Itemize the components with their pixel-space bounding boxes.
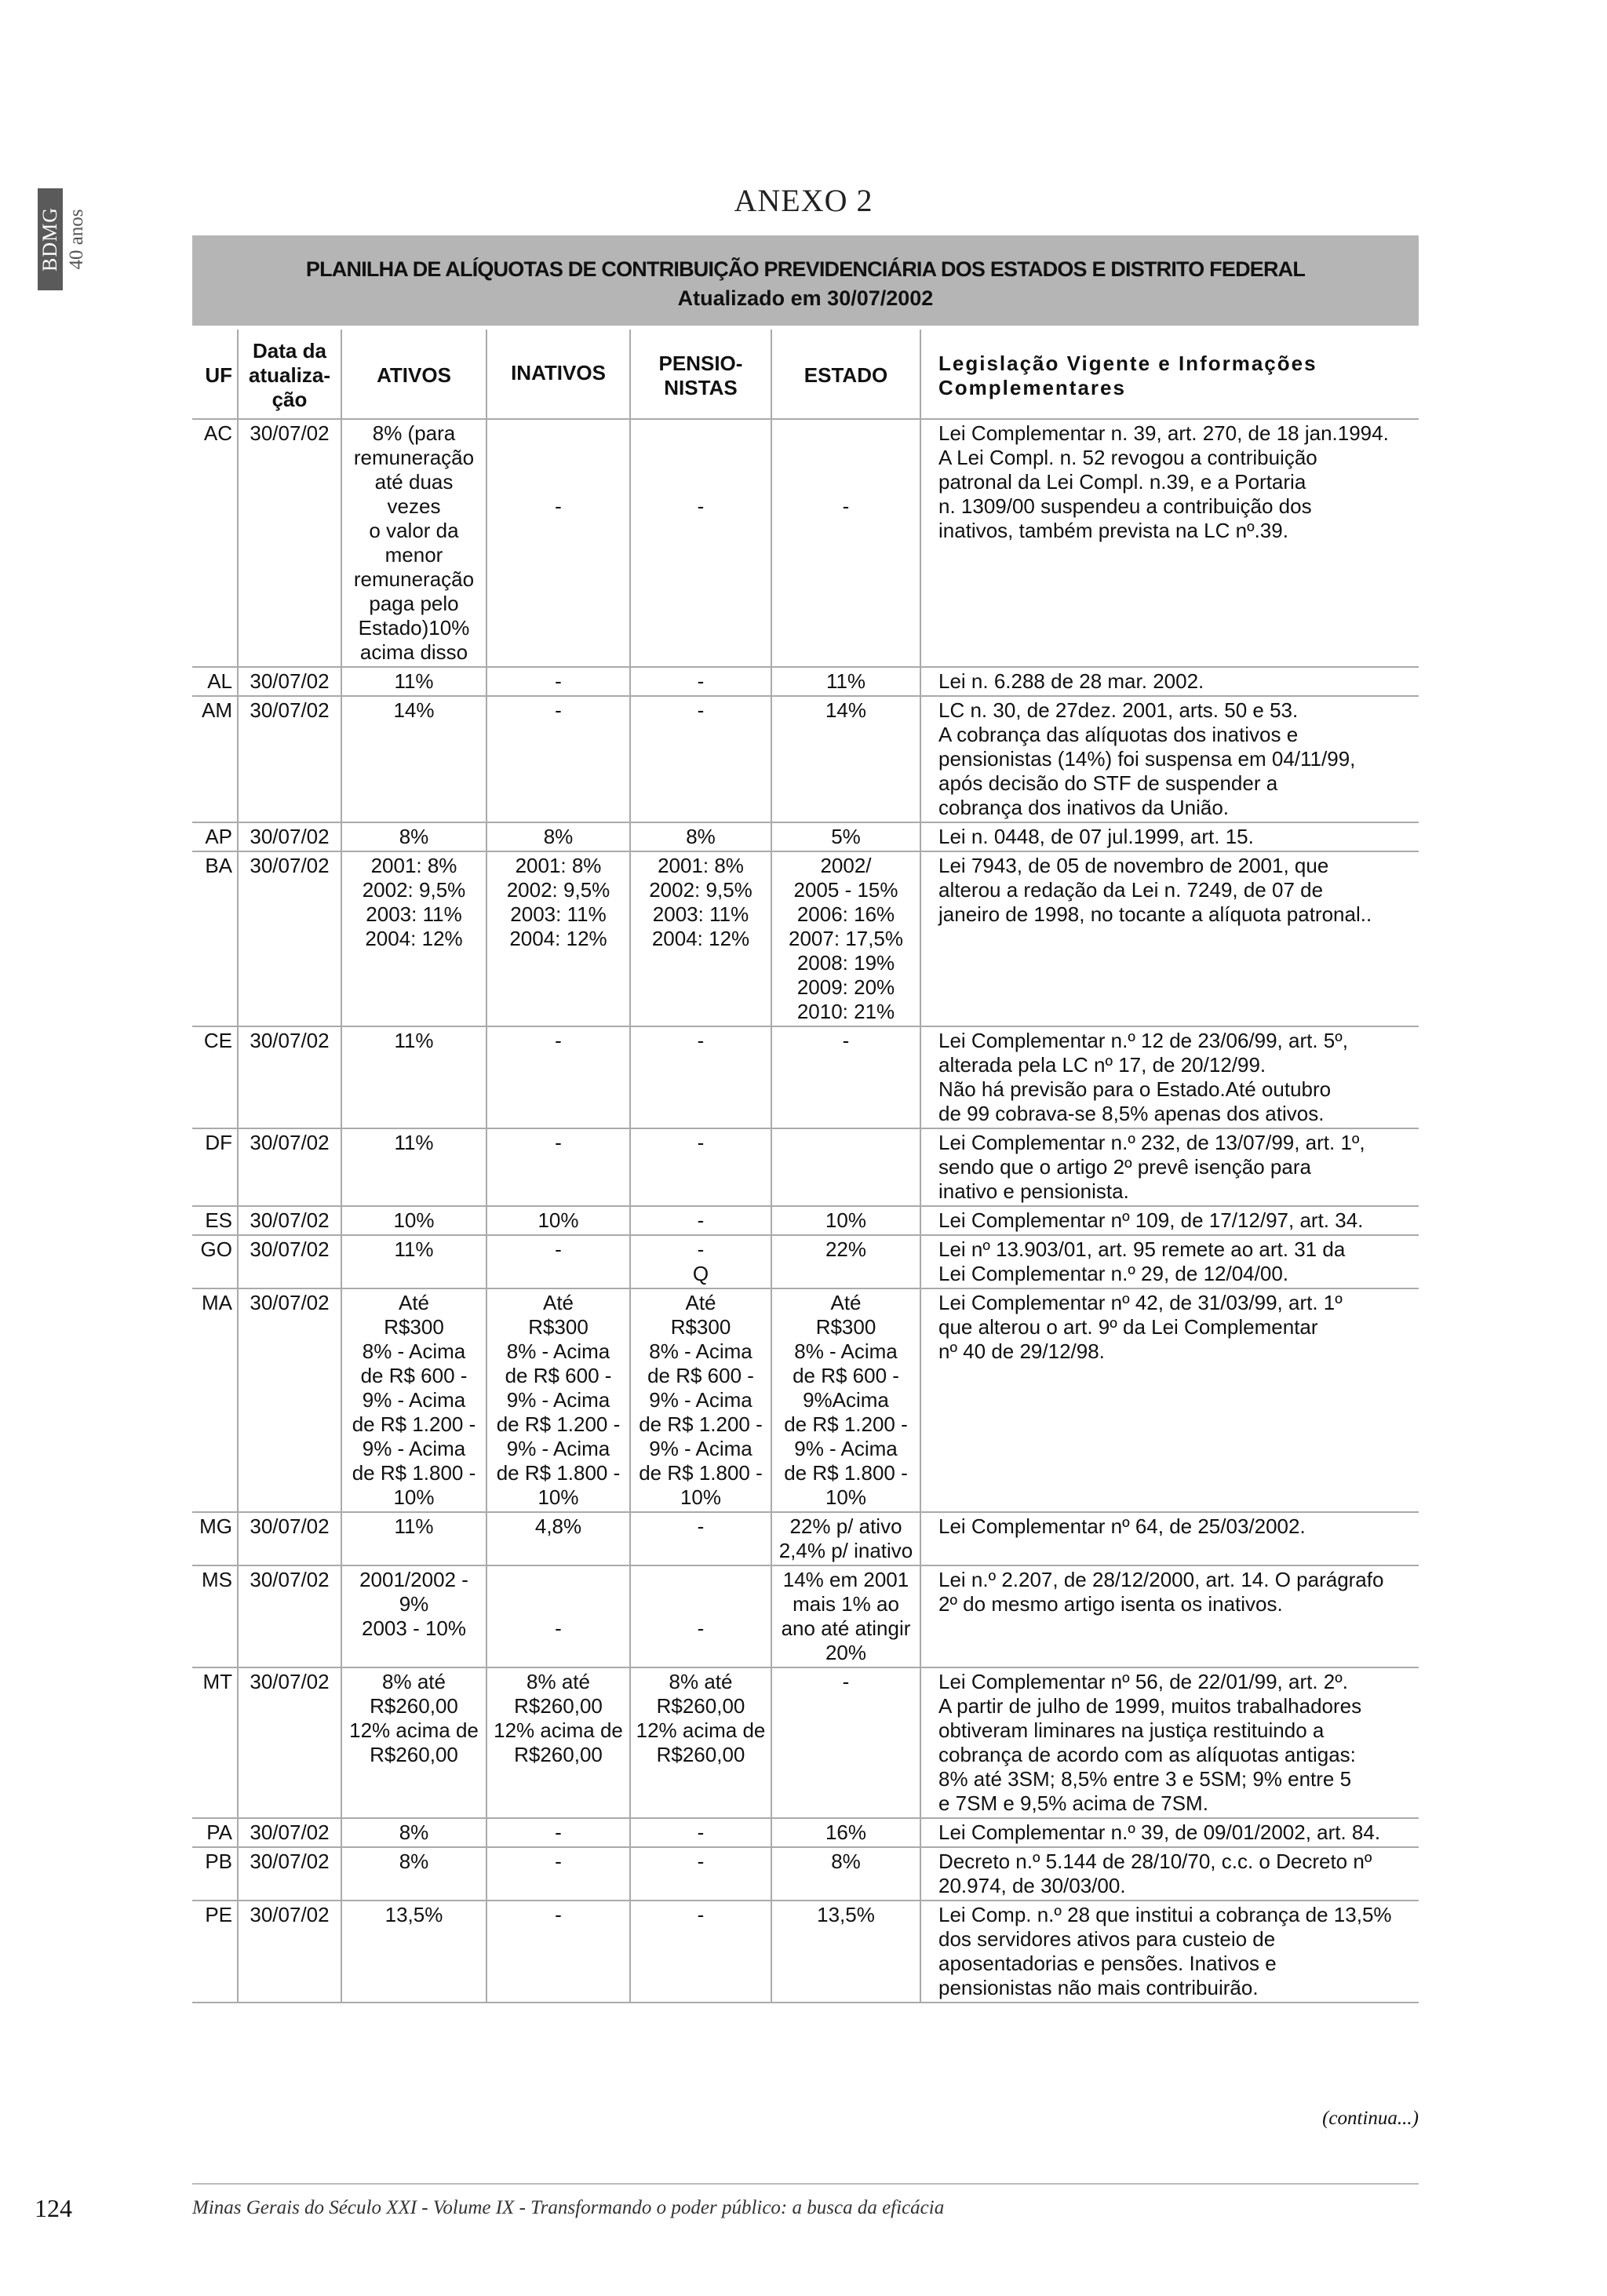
table-banner — [192, 235, 1419, 326]
row-estado: 8% — [771, 1847, 920, 1901]
row-uf: CE — [192, 1026, 238, 1128]
row-date: 30/07/02 — [238, 851, 341, 1026]
row-pensionistas: - — [630, 1026, 771, 1128]
row-date: 30/07/02 — [238, 1847, 341, 1901]
row-uf: PA — [192, 1818, 238, 1847]
row-date: 30/07/02 — [238, 667, 341, 696]
row-legislacao: LC n. 30, de 27dez. 2001, arts. 50 e 53. A cobrança das alíquotas dos inativos e pensionistas (14%) foi suspensa em 04/11/99, após decisão do STF de suspender a cobrança dos inativos da União. — [920, 696, 1419, 822]
row-inativos: - — [486, 696, 630, 822]
row-date: 30/07/02 — [238, 1565, 341, 1667]
row-estado: 16% — [771, 1818, 920, 1847]
row-uf: GO — [192, 1235, 238, 1288]
row-date: 30/07/02 — [238, 1206, 341, 1235]
row-legislacao: Lei Complementar n.º 232, de 13/07/99, art. 1º, sendo que o artigo 2º prevê isenção para inativo e pensionista. — [920, 1128, 1419, 1206]
row-pensionistas: - Q — [630, 1235, 771, 1288]
row-inativos: - — [486, 1235, 630, 1288]
row-inativos: Até R$300 8% - Acima de R$ 600 - 9% - Acima de R$ 1.200 - 9% - Acima de R$ 1.800 - 10% — [486, 1288, 630, 1512]
row-estado — [771, 1128, 920, 1206]
row-pensionistas: - — [630, 1565, 771, 1667]
row-ativos: 8% (para remuneração até duas vezes o valor da menor remuneração paga pelo Estado)10% acima disso — [341, 419, 486, 667]
footer-rule — [192, 2183, 1419, 2185]
row-inativos: 2001: 8% 2002: 9,5% 2003: 11% 2004: 12% — [486, 851, 630, 1026]
row-estado: 22% — [771, 1235, 920, 1288]
row-estado: 14% em 2001 mais 1% ao ano até atingir 20% — [771, 1565, 920, 1667]
row-estado: 14% — [771, 696, 920, 822]
row-pensionistas: Até R$300 8% - Acima de R$ 600 - 9% - Acima de R$ 1.200 - 9% - Acima de R$ 1.800 - 10% — [630, 1288, 771, 1512]
row-inativos: 8% — [486, 822, 630, 851]
row-date: 30/07/02 — [238, 1128, 341, 1206]
row-estado: 11% — [771, 667, 920, 696]
table-row — [192, 1512, 1419, 1565]
row-inativos: - — [486, 419, 630, 667]
table-row — [192, 1235, 1419, 1288]
row-ativos: 11% — [341, 1235, 486, 1288]
row-pensionistas: 2001: 8% 2002: 9,5% 2003: 11% 2004: 12% — [630, 851, 771, 1026]
table-row — [192, 1206, 1419, 1235]
row-legislacao: Lei Complementar nº 109, de 17/12/97, art. 34. — [920, 1206, 1419, 1235]
row-inativos: 8% até R$260,00 12% acima de R$260,00 — [486, 1667, 630, 1818]
row-legislacao: Lei n. 6.288 de 28 mar. 2002. — [920, 667, 1419, 696]
header-date: Data da atualiza- ção — [238, 330, 341, 419]
row-date: 30/07/02 — [238, 1288, 341, 1512]
row-uf: MS — [192, 1565, 238, 1667]
row-legislacao: Lei Complementar n.º 12 de 23/06/99, art. 5º, alterada pela LC nº 17, de 20/12/99. Não há previsão para o Estado.Até outubro de 99 cobrava-se 8,5% apenas dos ativos. — [920, 1026, 1419, 1128]
table-row — [192, 419, 1419, 667]
row-inativos: 10% — [486, 1206, 630, 1235]
row-inativos: - — [486, 1565, 630, 1667]
table-row — [192, 1847, 1419, 1901]
table-row — [192, 667, 1419, 696]
row-inativos: - — [486, 1026, 630, 1128]
row-uf: DF — [192, 1128, 238, 1206]
row-estado: - — [771, 419, 920, 667]
row-ativos: 13,5% — [341, 1901, 486, 2003]
table-row — [192, 1128, 1419, 1206]
rates-table — [192, 330, 1419, 2003]
row-ativos: 8% — [341, 1847, 486, 1901]
row-uf: MT — [192, 1667, 238, 1818]
row-pensionistas: - — [630, 1847, 771, 1901]
row-inativos: - — [486, 1901, 630, 2003]
annex-title: ANEXO 2 — [734, 183, 873, 218]
row-estado: - — [771, 1026, 920, 1128]
row-pensionistas: - — [630, 696, 771, 822]
row-pensionistas: - — [630, 1512, 771, 1565]
row-date: 30/07/02 — [238, 1026, 341, 1128]
row-ativos: 2001/2002 - 9% 2003 - 10% — [341, 1565, 486, 1667]
row-pensionistas: - — [630, 1206, 771, 1235]
header-pensionistas: PENSIO- NISTAS — [630, 330, 771, 419]
table-row — [192, 1667, 1419, 1818]
row-legislacao: Lei Complementar n. 39, art. 270, de 18 jan.1994. A Lei Compl. n. 52 revogou a contribuição patronal da Lei Compl. n.39, e a Portaria n. 1309/00 suspendeu a contribuição dos inativos, também prevista na LC nº.39. — [920, 419, 1419, 667]
row-date: 30/07/02 — [238, 1512, 341, 1565]
table-row — [192, 822, 1419, 851]
row-uf: AC — [192, 419, 238, 667]
row-date: 30/07/02 — [238, 1818, 341, 1847]
banner-title: PLANILHA DE ALÍQUOTAS DE CONTRIBUIÇÃO PREVIDENCIÁRIA DOS ESTADOS E DISTRITO FEDERAL — [305, 257, 1306, 281]
row-legislacao: Lei Complementar n.º 39, de 09/01/2002, art. 84. — [920, 1818, 1419, 1847]
table-row — [192, 1818, 1419, 1847]
row-pensionistas: 8% até R$260,00 12% acima de R$260,00 — [630, 1667, 771, 1818]
row-legislacao: Lei n. 0448, de 07 jul.1999, art. 15. — [920, 822, 1419, 851]
table-header-row — [192, 330, 1419, 419]
row-legislacao: Lei Comp. n.º 28 que institui a cobrança de 13,5% dos servidores ativos para custeio de aposentadorias e pensões. Inativos e pensionistas não mais contribuirão. — [920, 1901, 1419, 2003]
table-row — [192, 1901, 1419, 2003]
row-legislacao: Decreto n.º 5.144 de 28/10/70, c.c. o Decreto nº 20.974, de 30/03/00. — [920, 1847, 1419, 1901]
row-ativos: 10% — [341, 1206, 486, 1235]
row-uf: AL — [192, 667, 238, 696]
row-uf: MG — [192, 1512, 238, 1565]
header-ativos: ATIVOS — [341, 330, 486, 419]
row-inativos: - — [486, 1818, 630, 1847]
row-pensionistas: - — [630, 1901, 771, 2003]
row-legislacao: Lei Complementar nº 42, de 31/03/99, art. 1º que alterou o art. 9º da Lei Complementar nº 40 de 29/12/98. — [920, 1288, 1419, 1512]
banner-subtitle: Atualizado em 30/07/2002 — [677, 286, 934, 310]
years-text: 40 anos — [66, 209, 87, 270]
row-ativos: 8% até R$260,00 12% acima de R$260,00 — [341, 1667, 486, 1818]
footer-title: Minas Gerais do Século XXI - Volume IX - Transformando o poder público: a busca da eficácia — [192, 2197, 945, 2218]
row-estado: 10% — [771, 1206, 920, 1235]
row-uf: ES — [192, 1206, 238, 1235]
row-ativos: 11% — [341, 1026, 486, 1128]
table-row — [192, 1565, 1419, 1667]
row-pensionistas: - — [630, 1128, 771, 1206]
row-inativos: - — [486, 667, 630, 696]
header-estado: ESTADO — [771, 330, 920, 419]
row-ativos: 8% — [341, 1818, 486, 1847]
table-row — [192, 1026, 1419, 1128]
row-estado: Até R$300 8% - Acima de R$ 600 - 9%Acima de R$ 1.200 - 9% - Acima de R$ 1.800 - 10% — [771, 1288, 920, 1512]
row-estado: - — [771, 1667, 920, 1818]
row-uf: PE — [192, 1901, 238, 2003]
row-uf: PB — [192, 1847, 238, 1901]
row-estado: 5% — [771, 822, 920, 851]
row-ativos: 11% — [341, 1128, 486, 1206]
row-date: 30/07/02 — [238, 696, 341, 822]
row-date: 30/07/02 — [238, 822, 341, 851]
continued-note: (continua...) — [1322, 2108, 1419, 2129]
row-legislacao: Lei Complementar nº 56, de 22/01/99, art. 2º. A partir de julho de 1999, muitos trabalhadores obtiveram liminares na justiça restituindo a cobrança de acordo com as alíquotas antigas: 8% até 3SM; 8,5% entre 3 e 5SM; 9% entre 5 e 7SM e 9,5% acima de 7SM. — [920, 1667, 1419, 1818]
row-uf: MA — [192, 1288, 238, 1512]
row-uf: AM — [192, 696, 238, 822]
row-date: 30/07/02 — [238, 1235, 341, 1288]
row-legislacao: Lei Complementar nº 64, de 25/03/2002. — [920, 1512, 1419, 1565]
row-ativos: 8% — [341, 822, 486, 851]
header-uf: UF — [192, 330, 238, 419]
header-inativos: INATIVOS — [486, 330, 630, 419]
row-pensionistas: - — [630, 419, 771, 667]
row-estado: 2002/ 2005 - 15% 2006: 16% 2007: 17,5% 2008: 19% 2009: 20% 2010: 21% — [771, 851, 920, 1026]
row-legislacao: Lei 7943, de 05 de novembro de 2001, que alterou a redação da Lei n. 7249, de 07 de janeiro de 1998, no tocante a alíquota patronal.. — [920, 851, 1419, 1026]
row-pensionistas: - — [630, 1818, 771, 1847]
row-uf: BA — [192, 851, 238, 1026]
row-pensionistas: - — [630, 667, 771, 696]
row-estado: 22% p/ ativo 2,4% p/ inativo — [771, 1512, 920, 1565]
row-date: 30/07/02 — [238, 1901, 341, 2003]
table-row — [192, 851, 1419, 1026]
header-legislacao: Legislação Vigente e Informações Complementares — [920, 330, 1419, 419]
row-inativos: - — [486, 1847, 630, 1901]
page-number: 124 — [35, 2194, 72, 2222]
row-date: 30/07/02 — [238, 1667, 341, 1818]
row-inativos: - — [486, 1128, 630, 1206]
row-ativos: 11% — [341, 1512, 486, 1565]
row-pensionistas: 8% — [630, 822, 771, 851]
brand-text: BDMG — [38, 206, 61, 272]
row-ativos: 2001: 8% 2002: 9,5% 2003: 11% 2004: 12% — [341, 851, 486, 1026]
table-row — [192, 1288, 1419, 1512]
row-legislacao: Lei n.º 2.207, de 28/12/2000, art. 14. O parágrafo 2º do mesmo artigo isenta os inativos. — [920, 1565, 1419, 1667]
row-uf: AP — [192, 822, 238, 851]
row-inativos: 4,8% — [486, 1512, 630, 1565]
table-row — [192, 696, 1419, 822]
row-ativos: Até R$300 8% - Acima de R$ 600 - 9% - Acima de R$ 1.200 - 9% - Acima de R$ 1.800 - 10% — [341, 1288, 486, 1512]
row-legislacao: Lei nº 13.903/01, art. 95 remete ao art. 31 da Lei Complementar n.º 29, de 12/04/00. — [920, 1235, 1419, 1288]
row-ativos: 11% — [341, 667, 486, 696]
row-estado: 13,5% — [771, 1901, 920, 2003]
row-ativos: 14% — [341, 696, 486, 822]
row-date: 30/07/02 — [238, 419, 341, 667]
